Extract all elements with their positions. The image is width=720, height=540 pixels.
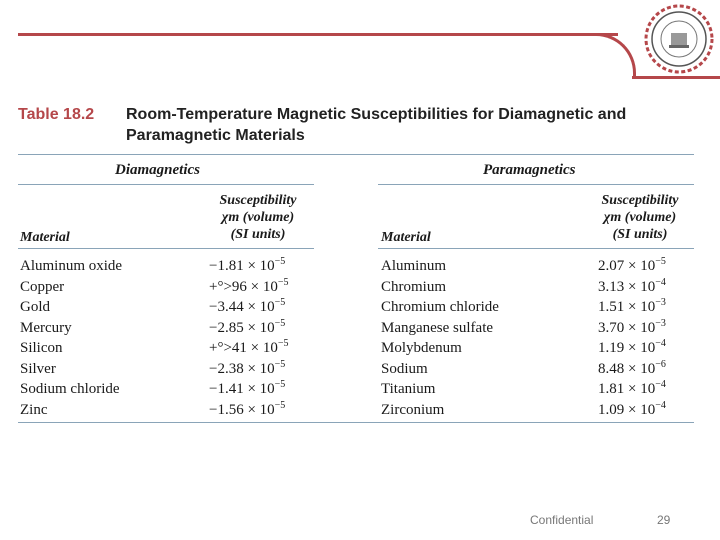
susceptibility-mantissa: 1.09 × 10 — [598, 401, 656, 418]
susceptibility-cell — [598, 277, 666, 297]
table-number: Table 18.2 — [18, 106, 95, 123]
material-cell: Chromium chloride — [381, 299, 499, 315]
susceptibility-mantissa: −1.56 × 10 — [209, 401, 275, 418]
left-material-header: Material — [20, 230, 70, 245]
left-susceptibility-line1: Susceptibility — [219, 193, 297, 208]
left-group-rule — [18, 184, 314, 185]
header-rule-curve — [596, 33, 636, 79]
susceptibility-mantissa: +°>41 × 10 — [209, 340, 278, 356]
material-cell: Manganese sulfate — [381, 319, 494, 336]
susceptibility-cell — [209, 379, 285, 399]
susceptibility-mantissa: 1.19 × 10 — [598, 340, 656, 356]
left-susceptibility-header — [198, 192, 318, 243]
material-cell: Zirconium — [381, 401, 445, 418]
susceptibility-exponent: −5 — [277, 338, 289, 349]
left-susceptibility-line3: (SI units) — [230, 227, 286, 242]
susceptibility-mantissa: 3.70 × 10 — [598, 319, 656, 336]
material-cell: Silicon — [20, 340, 63, 356]
susceptibility-exponent: −4 — [655, 379, 666, 390]
university-seal-logo — [637, 2, 720, 76]
susceptibility-exponent: −5 — [274, 358, 286, 370]
susceptibility-mantissa: −2.38 × 10 — [209, 360, 275, 377]
susceptibility-exponent: −5 — [655, 256, 666, 267]
susceptibility-mantissa: 8.48 × 10 — [598, 360, 656, 377]
susceptibility-cell — [209, 297, 285, 317]
susceptibility-mantissa: −1.81 × 10 — [209, 258, 275, 274]
susceptibility-cell — [598, 318, 666, 338]
susceptibility-exponent: −5 — [274, 256, 286, 267]
left-susceptibility-line2: χm (volume) — [221, 210, 295, 225]
material-cell: Sodium — [381, 360, 428, 377]
page-number: 29 — [657, 513, 671, 527]
right-susceptibility-line1: Susceptibility — [601, 193, 679, 208]
material-cell: Zinc — [20, 401, 48, 418]
susceptibility-mantissa: 2.07 × 10 — [598, 258, 656, 274]
susceptibility-exponent: −4 — [655, 338, 666, 349]
susceptibility-exponent: −5 — [274, 399, 286, 411]
diamagnetics-header: Diamagnetics — [115, 162, 200, 178]
susceptibility-exponent: −5 — [274, 317, 286, 329]
susceptibility-exponent: −3 — [655, 317, 666, 329]
right-header-rule — [378, 248, 694, 249]
susceptibility-exponent: −5 — [274, 379, 286, 390]
susceptibility-exponent: −4 — [655, 276, 666, 288]
right-susceptibility-header — [580, 192, 700, 243]
material-cell: Mercury — [20, 319, 72, 336]
susceptibility-exponent: −4 — [655, 399, 666, 411]
susceptibility-mantissa: 1.51 × 10 — [598, 299, 656, 315]
susceptibility-mantissa: +°>96 × 10 — [209, 278, 278, 295]
susceptibility-cell — [598, 297, 666, 317]
susceptibility-exponent: −3 — [655, 297, 666, 308]
susceptibility-cell — [598, 379, 666, 399]
right-susceptibility-line2: χm (volume) — [603, 210, 677, 225]
material-cell: Gold — [20, 299, 50, 315]
material-cell: Silver — [20, 360, 56, 377]
susceptibility-mantissa: −1.41 × 10 — [209, 381, 275, 397]
right-group-rule — [378, 184, 694, 185]
paramagnetics-header: Paramagnetics — [483, 162, 576, 178]
susceptibility-cell — [209, 400, 285, 420]
material-cell: Chromium — [381, 278, 447, 295]
top-rule — [18, 154, 694, 155]
right-susceptibility-line3: (SI units) — [612, 227, 668, 242]
material-cell: Copper — [20, 278, 65, 295]
header-rule-right — [632, 76, 720, 79]
left-header-rule — [18, 248, 314, 249]
susceptibility-cell — [209, 338, 289, 358]
susceptibility-cell — [598, 400, 666, 420]
susceptibility-mantissa: −2.85 × 10 — [209, 319, 275, 336]
material-cell: Sodium chloride — [20, 381, 120, 397]
susceptibility-exponent: −5 — [274, 297, 286, 308]
susceptibility-cell — [598, 256, 666, 276]
table-title: Room-Temperature Magnetic Susceptibilities for Diamagnetic and Paramagnetic Materials — [126, 106, 627, 144]
material-cell: Titanium — [381, 381, 436, 397]
right-material-header: Material — [381, 230, 431, 245]
susceptibility-cell — [209, 359, 285, 379]
susceptibility-cell — [209, 277, 289, 297]
susceptibility-cell — [598, 338, 666, 358]
material-cell: Aluminum — [381, 258, 447, 274]
bottom-rule — [18, 422, 694, 423]
susceptibility-exponent: −6 — [655, 358, 666, 370]
footer-confidential: Confidential — [530, 513, 594, 527]
susceptibility-cell — [209, 318, 285, 338]
header-rule — [18, 33, 618, 36]
susceptibility-cell — [598, 359, 666, 379]
susceptibility-mantissa: 3.13 × 10 — [598, 278, 656, 295]
susceptibility-mantissa: 1.81 × 10 — [598, 381, 656, 397]
susceptibility-cell — [209, 256, 285, 276]
susceptibility-exponent: −5 — [277, 276, 289, 288]
material-cell: Aluminum oxide — [20, 258, 123, 274]
susceptibility-mantissa: −3.44 × 10 — [209, 299, 275, 315]
material-cell: Molybdenum — [381, 340, 462, 356]
